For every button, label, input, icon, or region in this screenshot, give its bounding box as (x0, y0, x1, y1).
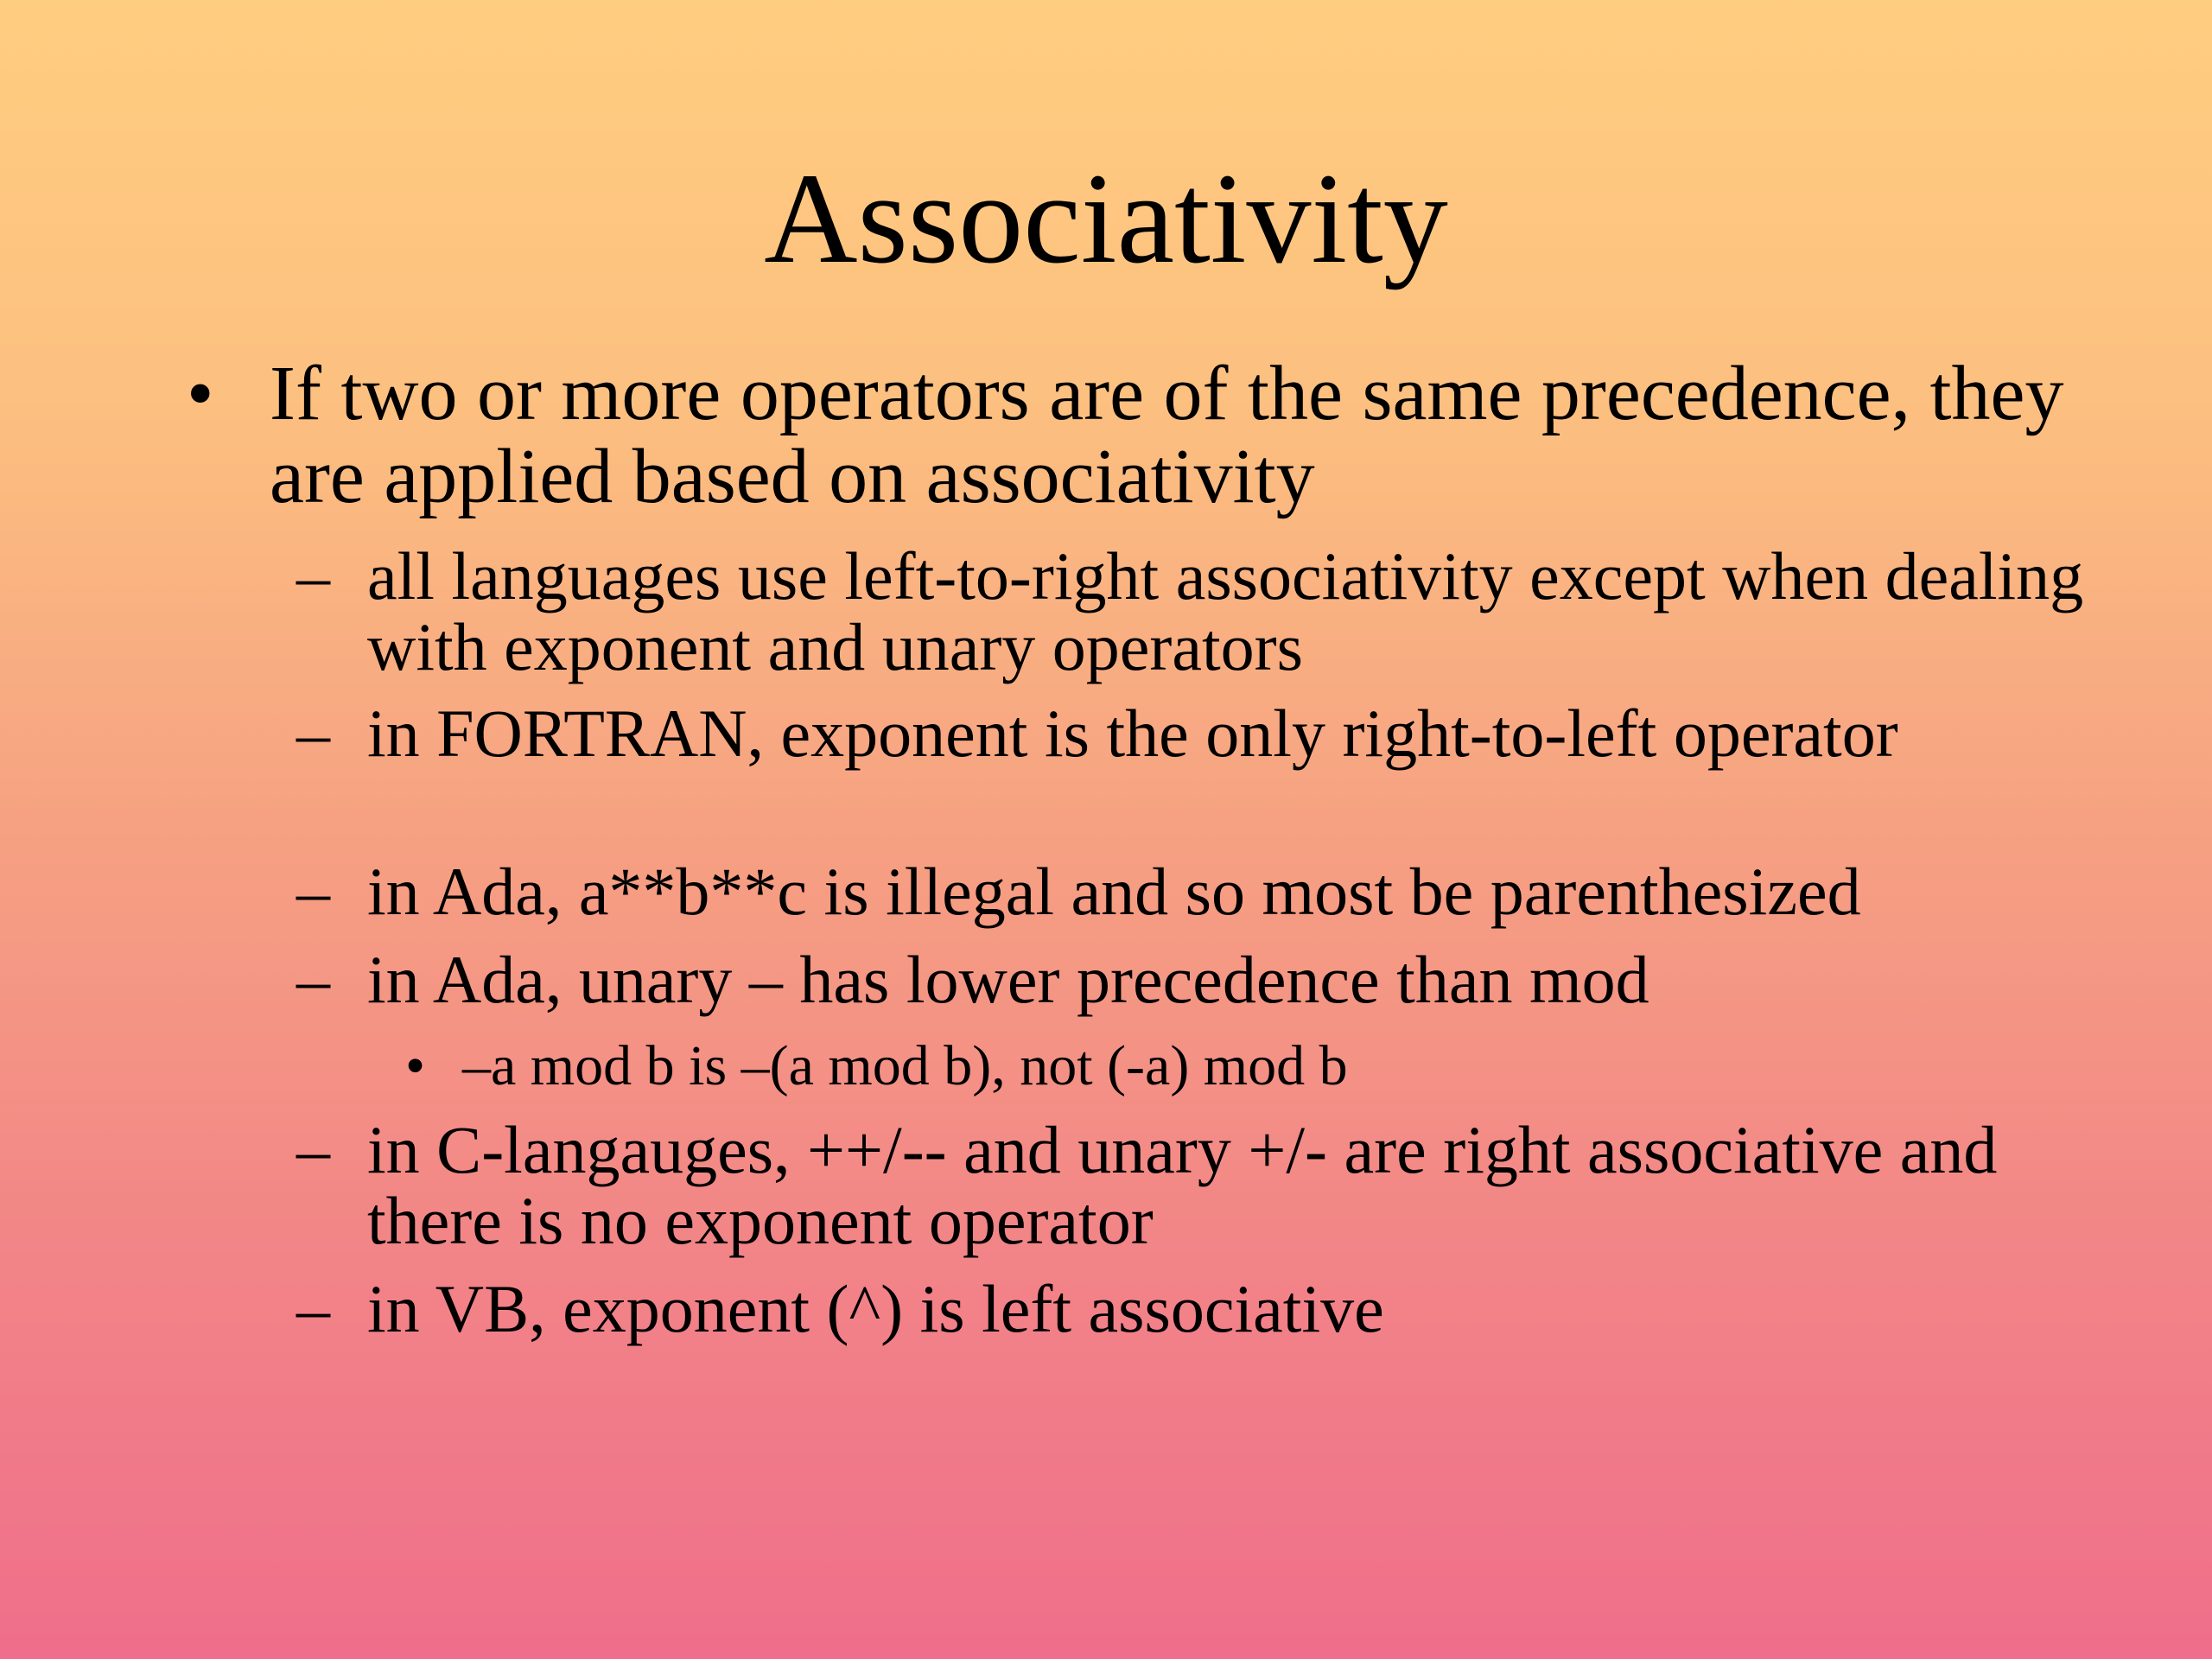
subbullet-text: all languages use left-to-right associativity except when dealing with exponent and unary operators (367, 538, 2084, 684)
subbullet-text: in FORTRAN, exponent is the only right-to-left operator (367, 696, 1898, 771)
subbullet-vb (296, 1271, 2095, 1346)
subsubbullet-mod-example (405, 1034, 2104, 1097)
subbullet-ada-unary (296, 942, 2095, 1017)
subsubbullet-text: –a mod b is –(a mod b), not (-a) mod b (462, 1034, 1348, 1097)
subbullet-text: in Ada, unary – has lower precedence than mod (367, 942, 1649, 1017)
dash-marker: – (296, 696, 330, 771)
subbullet-text: in Ada, a**b**c is illegal and so most be parenthesized (367, 854, 1861, 929)
dash-marker: – (296, 854, 330, 929)
bullet-associativity-rule (187, 351, 2153, 519)
dash-marker: – (296, 1271, 330, 1346)
bullet-marker: • (405, 1034, 426, 1097)
slide-title: Associativity (764, 147, 1448, 290)
subbullet-text: in VB, exponent (^) is left associative (367, 1271, 1384, 1346)
dash-marker: – (296, 538, 330, 613)
dash-marker: – (296, 942, 330, 1017)
subbullet-ada-exponent (296, 854, 2095, 929)
bullet-marker: • (187, 351, 214, 436)
subbullet-c-languages (296, 1112, 2095, 1258)
subbullet-fortran (296, 696, 2095, 771)
subbullet-text: in C-langauges, ++/-- and unary +/- are right associative and there is no exponent operator (367, 1112, 1998, 1258)
bullet-text: If two or more operators are of the same precedence, they are applied based on associativity (270, 351, 2064, 519)
dash-marker: – (296, 1112, 330, 1187)
subbullet-left-to-right (296, 538, 2095, 684)
